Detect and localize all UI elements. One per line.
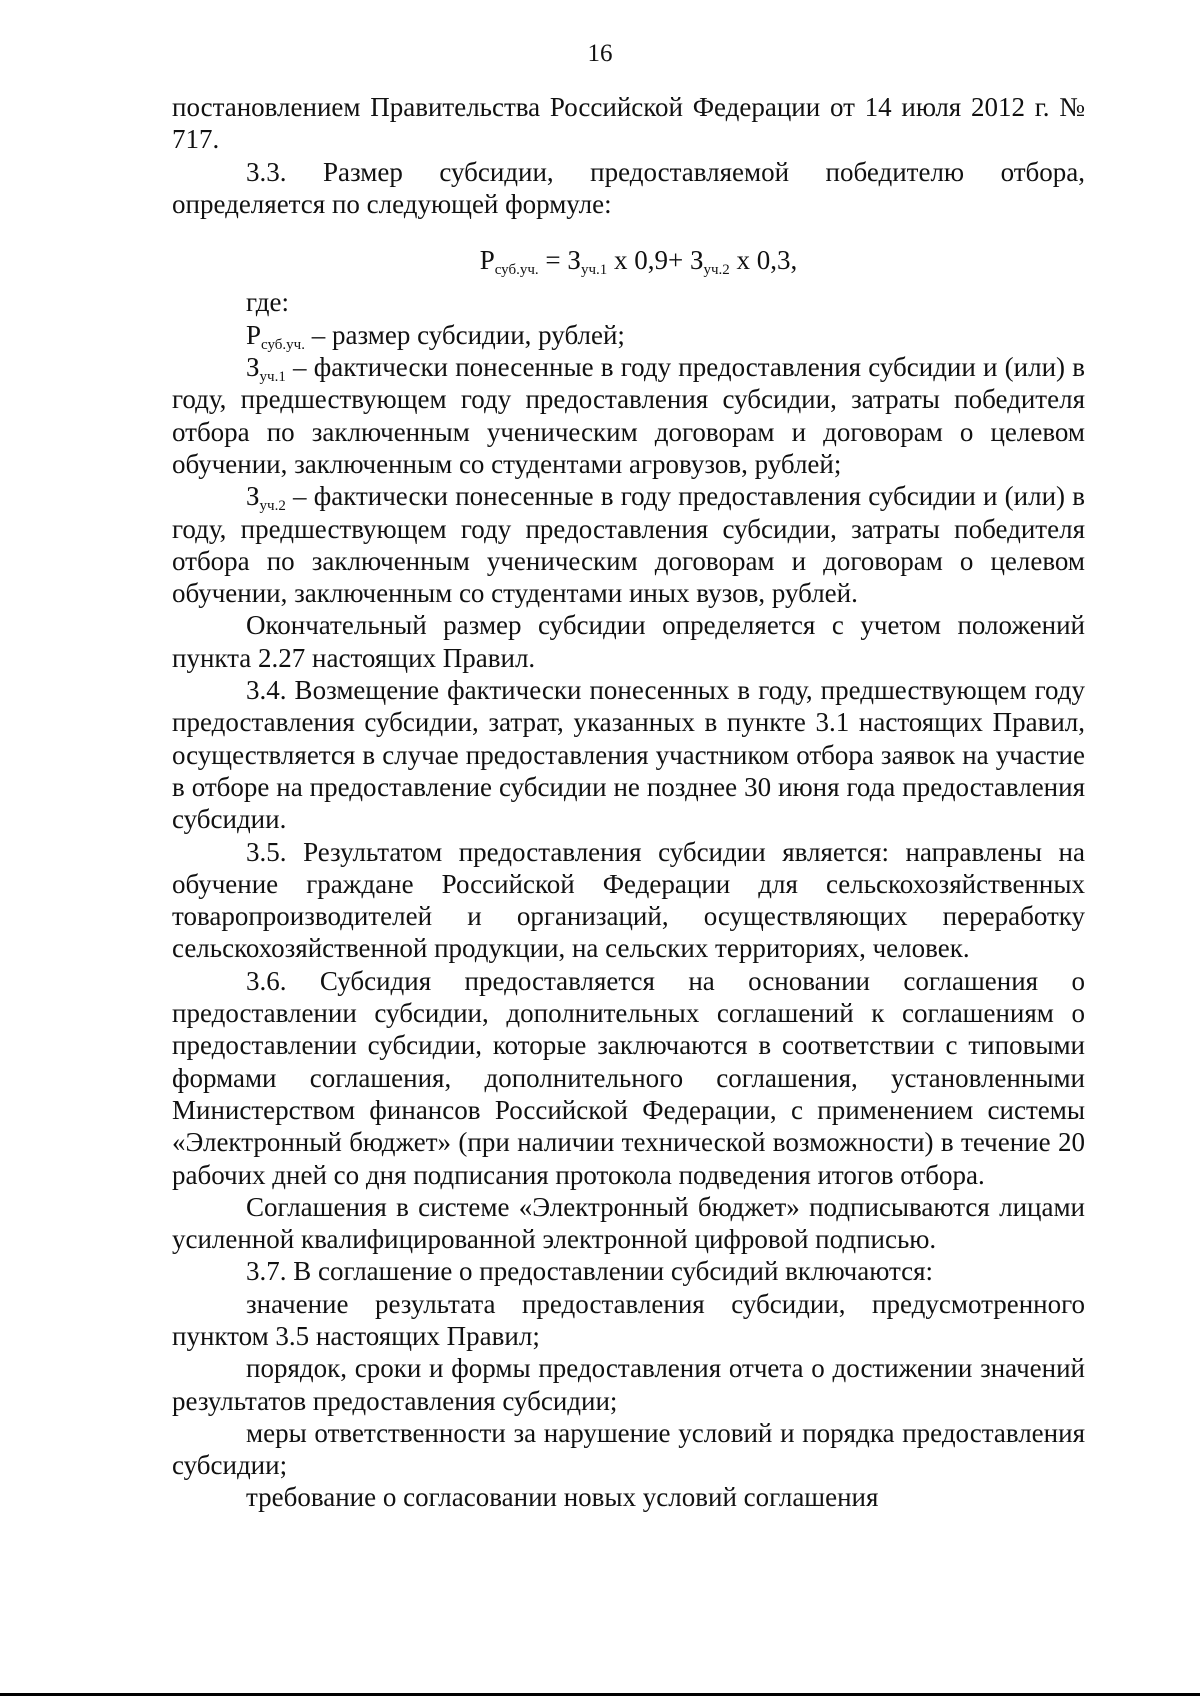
- definition-symbol: Р: [246, 319, 262, 350]
- list-item-responsibility: меры ответственности за нарушение условий и порядка предоставления субсидии;: [172, 1417, 1085, 1481]
- definition-subscript: уч.2: [259, 498, 286, 515]
- paragraph-3-3: 3.3. Размер субсидии, предоставляемой победителю отбора, определяется по следующей формуле:: [172, 156, 1085, 219]
- definition-text: – размер субсидии, рублей;: [304, 319, 625, 350]
- definition-text: – фактически понесенные в году предоставления субсидии и (или) в году, предшествующем году предоставления субсидии, затраты победителя отбора по заключенным ученическим договорам и договорам о целевом обучении, заключенным со студентами агровузов, рублей;: [172, 352, 1085, 479]
- paragraph-3-7: 3.7. В соглашение о предоставлении субсидий включаются:: [246, 1256, 934, 1287]
- formula-lhs: Р: [479, 245, 495, 276]
- page-bottom-border: [0, 1693, 1200, 1696]
- document-body: [172, 91, 1085, 1514]
- paragraph-3-6: 3.6. Субсидия предоставляется на основании соглашения о предоставлении субсидии, дополнительных соглашений к соглашениям о предоставлении субсидии, которые заключаются в соответствии с типовыми формами соглашения, дополнительного соглашения, установленными Министерством финансов Российской Федерации, с применением системы «Электронный бюджет» (при наличии технической возможности) в течение 20 рабочих дней со дня подписания протокола подведения итогов отбора.: [172, 965, 1085, 1190]
- formula-term1-subscript: уч.1: [580, 262, 608, 279]
- paragraph-3-5: 3.5. Результатом предоставления субсидии является: направлены на обучение граждане Российской Федерации для сельскохозяйственных товаропроизводителей и организаций, осуществляющих переработку сельскохозяйственной продукции, на сельских территориях, человек.: [172, 836, 1085, 964]
- where-label: где:: [246, 287, 289, 318]
- list-item-report-procedure: порядок, сроки и формы предоставления отчета о достижении значений результатов предоставления субсидии;: [172, 1353, 1085, 1416]
- paragraph-3-4: 3.4. Возмещение фактически понесенных в году, предшествующем году предоставления субсидии, затрат, указанных в пункте 3.1 настоящих Правил, осуществляется в случае предоставления участником отбора заявок на участие в отборе на предоставление субсидии не позднее 30 июня года предоставления субсидии.: [172, 675, 1085, 835]
- page-number: 16: [587, 40, 613, 67]
- list-item-new-conditions: требование о согласовании новых условий соглашения: [246, 1482, 879, 1513]
- definition-subscript: суб.уч.: [261, 336, 305, 353]
- subsidy-formula: [172, 244, 1085, 279]
- definition-z-uch1: [172, 351, 1085, 480]
- formula-end: х 0,3,: [729, 245, 798, 276]
- definition-p-sub: [172, 319, 1085, 351]
- paragraph-continuation: постановлением Правительства Российской Федерации от 14 июля 2012 г. № 717.: [172, 92, 1085, 155]
- definition-symbol: З: [246, 481, 260, 512]
- definition-text: – фактически понесенные в году предоставления субсидии и (или) в году, предшествующем году предоставления субсидии, затраты победителя отбора по заключенным ученическим договорам и договорам о целевом обучении, заключенным со студентами иных вузов, рублей.: [172, 481, 1085, 609]
- list-item-result-value: значение результата предоставления субсидии, предусмотренного пунктом 3.5 настоящих Правил;: [172, 1288, 1085, 1351]
- formula-term2-subscript: уч.2: [703, 262, 730, 279]
- paragraph-final-size: Окончательный размер субсидии определяется с учетом положений пункта 2.27 настоящих Правил.: [172, 610, 1085, 673]
- definition-symbol: З: [246, 352, 260, 383]
- formula-lhs-subscript: суб.уч.: [494, 262, 539, 279]
- paragraph-agreements: Соглашения в системе «Электронный бюджет» подписываются лицами усиленной квалифицированной электронной цифровой подписью.: [172, 1191, 1085, 1255]
- formula-eq: = З: [538, 245, 581, 276]
- definition-subscript: уч.1: [259, 369, 286, 386]
- formula-mid: х 0,9+ З: [607, 245, 704, 276]
- definition-z-uch2: [172, 480, 1085, 609]
